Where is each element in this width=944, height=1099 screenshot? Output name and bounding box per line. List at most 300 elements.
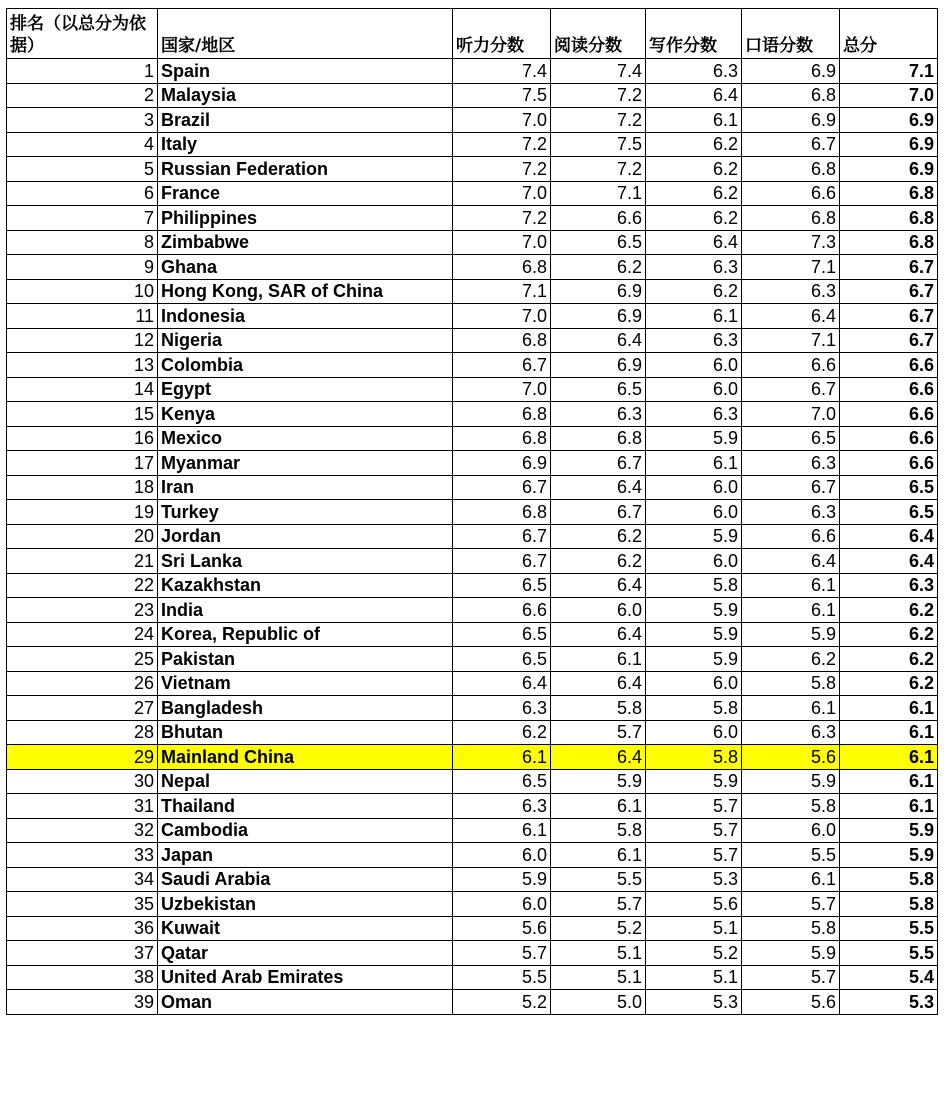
- listening-score-cell: 5.7: [453, 941, 551, 966]
- writing-score-cell: 6.0: [646, 549, 742, 574]
- listening-score-cell: 6.2: [453, 720, 551, 745]
- speaking-score-cell: 5.8: [742, 794, 840, 819]
- total-score-cell: 7.1: [840, 59, 938, 84]
- listening-score-cell: 5.2: [453, 990, 551, 1015]
- reading-score-cell: 6.7: [551, 500, 646, 525]
- total-score-cell: 6.5: [840, 475, 938, 500]
- reading-score-cell: 6.4: [551, 573, 646, 598]
- country-column-header: 国家/地区: [158, 9, 453, 59]
- reading-score-cell: 5.5: [551, 867, 646, 892]
- total-score-cell: 6.6: [840, 402, 938, 427]
- listening-score-cell: 6.8: [453, 402, 551, 427]
- speaking-score-cell: 6.2: [742, 647, 840, 672]
- table-row: [7, 696, 938, 721]
- header-row: [7, 9, 938, 59]
- table-row: [7, 745, 938, 770]
- country-cell: Spain: [158, 59, 453, 84]
- reading-score-cell: 7.5: [551, 132, 646, 157]
- writing-score-cell: 6.3: [646, 59, 742, 84]
- rank-cell: 6: [7, 181, 158, 206]
- reading-score-cell: 5.1: [551, 965, 646, 990]
- listening-score-cell: 6.8: [453, 500, 551, 525]
- total-score-cell: 6.8: [840, 206, 938, 231]
- country-cell: Bhutan: [158, 720, 453, 745]
- total-score-cell: 6.2: [840, 622, 938, 647]
- reading-score-cell: 5.7: [551, 892, 646, 917]
- rank-cell: 4: [7, 132, 158, 157]
- listening-score-cell: 6.5: [453, 573, 551, 598]
- rank-cell: 37: [7, 941, 158, 966]
- listening-score-cell: 6.8: [453, 255, 551, 280]
- total-score-cell: 6.4: [840, 549, 938, 574]
- rank-cell: 21: [7, 549, 158, 574]
- writing-score-cell: 6.1: [646, 108, 742, 133]
- writing-score-cell: 6.0: [646, 671, 742, 696]
- speaking-score-cell: 6.7: [742, 377, 840, 402]
- table-row: [7, 843, 938, 868]
- reading-score-cell: 6.2: [551, 524, 646, 549]
- total-score-cell: 6.9: [840, 108, 938, 133]
- speaking-score-cell: 5.7: [742, 965, 840, 990]
- reading-score-cell: 5.1: [551, 941, 646, 966]
- listening-score-cell: 6.5: [453, 769, 551, 794]
- listening-score-cell: 6.6: [453, 598, 551, 623]
- total-score-cell: 6.6: [840, 377, 938, 402]
- rank-cell: 32: [7, 818, 158, 843]
- listening-score-cell: 6.8: [453, 426, 551, 451]
- writing-score-cell: 5.7: [646, 818, 742, 843]
- writing-score-cell: 6.3: [646, 402, 742, 427]
- table-row: [7, 83, 938, 108]
- total-score-cell: 6.1: [840, 720, 938, 745]
- country-cell: Pakistan: [158, 647, 453, 672]
- table-row: [7, 328, 938, 353]
- speaking-score-cell: 7.0: [742, 402, 840, 427]
- reading-score-cell: 6.4: [551, 475, 646, 500]
- listening-score-cell: 7.0: [453, 304, 551, 329]
- rank-cell: 25: [7, 647, 158, 672]
- table-row: [7, 255, 938, 280]
- total-score-cell: 6.4: [840, 524, 938, 549]
- rank-cell: 30: [7, 769, 158, 794]
- table-row: [7, 402, 938, 427]
- total-score-cell: 6.1: [840, 794, 938, 819]
- reading-score-cell: 6.4: [551, 622, 646, 647]
- writing-score-cell: 6.2: [646, 132, 742, 157]
- listening-score-cell: 6.9: [453, 451, 551, 476]
- country-cell: Turkey: [158, 500, 453, 525]
- country-cell: Saudi Arabia: [158, 867, 453, 892]
- reading-score-cell: 6.7: [551, 451, 646, 476]
- speaking-score-cell: 5.9: [742, 769, 840, 794]
- table-row: [7, 965, 938, 990]
- listening-score-cell: 6.5: [453, 647, 551, 672]
- rank-cell: 1: [7, 59, 158, 84]
- reading-score-cell: 7.2: [551, 83, 646, 108]
- total-score-cell: 6.6: [840, 353, 938, 378]
- listening-score-cell: 6.7: [453, 475, 551, 500]
- rank-cell: 29: [7, 745, 158, 770]
- writing-score-cell: 5.9: [646, 598, 742, 623]
- total-score-cell: 6.8: [840, 181, 938, 206]
- country-cell: Colombia: [158, 353, 453, 378]
- table-row: [7, 108, 938, 133]
- table-row: [7, 304, 938, 329]
- rank-cell: 7: [7, 206, 158, 231]
- rank-cell: 22: [7, 573, 158, 598]
- listening-score-cell: 6.5: [453, 622, 551, 647]
- country-cell: United Arab Emirates: [158, 965, 453, 990]
- speaking-score-cell: 6.6: [742, 181, 840, 206]
- table-row: [7, 720, 938, 745]
- table-row: [7, 647, 938, 672]
- country-cell: Japan: [158, 843, 453, 868]
- total-score-cell: 5.8: [840, 867, 938, 892]
- speaking-score-cell: 6.4: [742, 549, 840, 574]
- rank-cell: 26: [7, 671, 158, 696]
- country-cell: Jordan: [158, 524, 453, 549]
- rank-cell: 9: [7, 255, 158, 280]
- total-score-cell: 5.9: [840, 818, 938, 843]
- speaking-score-cell: 6.0: [742, 818, 840, 843]
- reading-score-cell: 6.2: [551, 549, 646, 574]
- table-row: [7, 279, 938, 304]
- total-score-cell: 6.2: [840, 647, 938, 672]
- listening-score-cell: 5.9: [453, 867, 551, 892]
- writing-score-cell: 5.3: [646, 990, 742, 1015]
- reading-score-cell: 5.9: [551, 769, 646, 794]
- country-cell: Korea, Republic of: [158, 622, 453, 647]
- table-row: [7, 157, 938, 182]
- writing-score-cell: 5.7: [646, 843, 742, 868]
- reading-score-cell: 6.3: [551, 402, 646, 427]
- speaking-score-cell: 6.3: [742, 500, 840, 525]
- reading-score-cell: 6.1: [551, 843, 646, 868]
- rank-cell: 13: [7, 353, 158, 378]
- rank-cell: 11: [7, 304, 158, 329]
- listening-score-cell: 6.4: [453, 671, 551, 696]
- total-score-cell: 6.8: [840, 230, 938, 255]
- listening-score-cell: 6.3: [453, 794, 551, 819]
- speaking-column-header: 口语分数: [742, 9, 840, 59]
- reading-score-cell: 7.2: [551, 157, 646, 182]
- rank-cell: 15: [7, 402, 158, 427]
- writing-score-cell: 5.8: [646, 745, 742, 770]
- country-cell: Thailand: [158, 794, 453, 819]
- rank-cell: 3: [7, 108, 158, 133]
- speaking-score-cell: 5.9: [742, 622, 840, 647]
- total-score-cell: 6.1: [840, 745, 938, 770]
- table-row: [7, 941, 938, 966]
- listening-score-cell: 7.0: [453, 230, 551, 255]
- rank-cell: 19: [7, 500, 158, 525]
- country-cell: Bangladesh: [158, 696, 453, 721]
- reading-score-cell: 7.1: [551, 181, 646, 206]
- country-cell: Philippines: [158, 206, 453, 231]
- table-row: [7, 59, 938, 84]
- country-cell: Qatar: [158, 941, 453, 966]
- country-cell: Malaysia: [158, 83, 453, 108]
- reading-score-cell: 5.8: [551, 818, 646, 843]
- table-row: [7, 622, 938, 647]
- listening-score-cell: 5.6: [453, 916, 551, 941]
- table-row: [7, 181, 938, 206]
- country-cell: Mainland China: [158, 745, 453, 770]
- table-row: [7, 500, 938, 525]
- reading-score-cell: 7.4: [551, 59, 646, 84]
- table-row: [7, 451, 938, 476]
- total-score-cell: 5.8: [840, 892, 938, 917]
- listening-score-cell: 7.2: [453, 157, 551, 182]
- country-cell: Italy: [158, 132, 453, 157]
- country-cell: France: [158, 181, 453, 206]
- speaking-score-cell: 5.7: [742, 892, 840, 917]
- total-score-cell: 6.2: [840, 671, 938, 696]
- writing-score-cell: 6.4: [646, 83, 742, 108]
- total-score-cell: 5.5: [840, 941, 938, 966]
- rank-cell: 18: [7, 475, 158, 500]
- rank-cell: 27: [7, 696, 158, 721]
- table-row: [7, 916, 938, 941]
- reading-score-cell: 6.4: [551, 328, 646, 353]
- speaking-score-cell: 7.3: [742, 230, 840, 255]
- listening-column-header: 听力分数: [453, 9, 551, 59]
- reading-score-cell: 6.1: [551, 647, 646, 672]
- country-cell: Zimbabwe: [158, 230, 453, 255]
- rank-cell: 28: [7, 720, 158, 745]
- writing-score-cell: 6.0: [646, 500, 742, 525]
- speaking-score-cell: 6.8: [742, 206, 840, 231]
- total-score-cell: 5.9: [840, 843, 938, 868]
- total-score-cell: 6.6: [840, 451, 938, 476]
- rank-cell: 17: [7, 451, 158, 476]
- speaking-score-cell: 6.8: [742, 157, 840, 182]
- listening-score-cell: 6.3: [453, 696, 551, 721]
- writing-score-cell: 6.0: [646, 720, 742, 745]
- table-row: [7, 206, 938, 231]
- speaking-score-cell: 6.6: [742, 524, 840, 549]
- speaking-score-cell: 6.1: [742, 573, 840, 598]
- reading-score-cell: 6.5: [551, 230, 646, 255]
- total-score-cell: 6.7: [840, 304, 938, 329]
- table-row: [7, 524, 938, 549]
- speaking-score-cell: 5.6: [742, 990, 840, 1015]
- writing-score-cell: 6.0: [646, 377, 742, 402]
- country-cell: Indonesia: [158, 304, 453, 329]
- listening-score-cell: 6.0: [453, 843, 551, 868]
- writing-score-cell: 5.2: [646, 941, 742, 966]
- reading-column-header: 阅读分数: [551, 9, 646, 59]
- speaking-score-cell: 6.9: [742, 108, 840, 133]
- writing-score-cell: 6.2: [646, 157, 742, 182]
- writing-score-cell: 5.3: [646, 867, 742, 892]
- table-row: [7, 573, 938, 598]
- speaking-score-cell: 7.1: [742, 255, 840, 280]
- listening-score-cell: 6.7: [453, 353, 551, 378]
- table-row: [7, 475, 938, 500]
- total-score-cell: 6.7: [840, 255, 938, 280]
- rank-cell: 16: [7, 426, 158, 451]
- total-score-cell: 6.3: [840, 573, 938, 598]
- country-cell: Vietnam: [158, 671, 453, 696]
- listening-score-cell: 5.5: [453, 965, 551, 990]
- speaking-score-cell: 6.4: [742, 304, 840, 329]
- listening-score-cell: 7.4: [453, 59, 551, 84]
- reading-score-cell: 6.4: [551, 745, 646, 770]
- writing-score-cell: 6.0: [646, 353, 742, 378]
- total-score-cell: 6.1: [840, 696, 938, 721]
- rank-cell: 23: [7, 598, 158, 623]
- total-score-cell: 6.2: [840, 598, 938, 623]
- rank-cell: 24: [7, 622, 158, 647]
- total-score-cell: 7.0: [840, 83, 938, 108]
- table-row: [7, 794, 938, 819]
- table-row: [7, 818, 938, 843]
- country-cell: Russian Federation: [158, 157, 453, 182]
- total-score-cell: 6.6: [840, 426, 938, 451]
- rank-cell: 8: [7, 230, 158, 255]
- rank-cell: 38: [7, 965, 158, 990]
- rank-cell: 20: [7, 524, 158, 549]
- listening-score-cell: 7.5: [453, 83, 551, 108]
- listening-score-cell: 7.0: [453, 181, 551, 206]
- reading-score-cell: 6.5: [551, 377, 646, 402]
- reading-score-cell: 5.8: [551, 696, 646, 721]
- rank-cell: 33: [7, 843, 158, 868]
- score-table: [6, 8, 938, 1015]
- listening-score-cell: 7.0: [453, 108, 551, 133]
- rank-cell: 35: [7, 892, 158, 917]
- total-score-cell: 5.4: [840, 965, 938, 990]
- rank-cell: 34: [7, 867, 158, 892]
- writing-score-cell: 5.8: [646, 696, 742, 721]
- reading-score-cell: 6.9: [551, 279, 646, 304]
- speaking-score-cell: 6.3: [742, 720, 840, 745]
- country-cell: Uzbekistan: [158, 892, 453, 917]
- writing-score-cell: 5.7: [646, 794, 742, 819]
- writing-score-cell: 5.6: [646, 892, 742, 917]
- country-cell: Cambodia: [158, 818, 453, 843]
- country-cell: Kazakhstan: [158, 573, 453, 598]
- writing-score-cell: 5.9: [646, 426, 742, 451]
- listening-score-cell: 6.1: [453, 745, 551, 770]
- speaking-score-cell: 6.9: [742, 59, 840, 84]
- total-score-cell: 6.5: [840, 500, 938, 525]
- reading-score-cell: 6.9: [551, 353, 646, 378]
- table-row: [7, 990, 938, 1015]
- country-cell: Myanmar: [158, 451, 453, 476]
- writing-score-cell: 5.9: [646, 769, 742, 794]
- rank-cell: 2: [7, 83, 158, 108]
- writing-score-cell: 5.1: [646, 916, 742, 941]
- total-column-header: 总分: [840, 9, 938, 59]
- table-row: [7, 377, 938, 402]
- table-row: [7, 671, 938, 696]
- speaking-score-cell: 6.1: [742, 867, 840, 892]
- listening-score-cell: 7.1: [453, 279, 551, 304]
- reading-score-cell: 6.9: [551, 304, 646, 329]
- speaking-score-cell: 6.7: [742, 475, 840, 500]
- total-score-cell: 6.9: [840, 157, 938, 182]
- speaking-score-cell: 6.6: [742, 353, 840, 378]
- reading-score-cell: 5.0: [551, 990, 646, 1015]
- country-cell: Nigeria: [158, 328, 453, 353]
- speaking-score-cell: 6.3: [742, 451, 840, 476]
- country-cell: Mexico: [158, 426, 453, 451]
- reading-score-cell: 6.1: [551, 794, 646, 819]
- writing-score-cell: 6.1: [646, 304, 742, 329]
- reading-score-cell: 7.2: [551, 108, 646, 133]
- total-score-cell: 6.7: [840, 328, 938, 353]
- total-score-cell: 6.1: [840, 769, 938, 794]
- speaking-score-cell: 7.1: [742, 328, 840, 353]
- rank-cell: 39: [7, 990, 158, 1015]
- rank-cell: 10: [7, 279, 158, 304]
- country-cell: Nepal: [158, 769, 453, 794]
- reading-score-cell: 6.4: [551, 671, 646, 696]
- rank-cell: 14: [7, 377, 158, 402]
- listening-score-cell: 7.2: [453, 206, 551, 231]
- table-row: [7, 426, 938, 451]
- reading-score-cell: 5.7: [551, 720, 646, 745]
- country-cell: Egypt: [158, 377, 453, 402]
- table-row: [7, 598, 938, 623]
- total-score-cell: 6.7: [840, 279, 938, 304]
- writing-score-cell: 6.4: [646, 230, 742, 255]
- listening-score-cell: 7.2: [453, 132, 551, 157]
- country-cell: India: [158, 598, 453, 623]
- listening-score-cell: 6.7: [453, 549, 551, 574]
- country-cell: Iran: [158, 475, 453, 500]
- writing-column-header: 写作分数: [646, 9, 742, 59]
- writing-score-cell: 5.9: [646, 622, 742, 647]
- speaking-score-cell: 6.5: [742, 426, 840, 451]
- writing-score-cell: 6.2: [646, 279, 742, 304]
- total-score-cell: 5.3: [840, 990, 938, 1015]
- writing-score-cell: 6.1: [646, 451, 742, 476]
- reading-score-cell: 6.6: [551, 206, 646, 231]
- reading-score-cell: 6.8: [551, 426, 646, 451]
- rank-cell: 31: [7, 794, 158, 819]
- listening-score-cell: 6.8: [453, 328, 551, 353]
- writing-score-cell: 6.3: [646, 328, 742, 353]
- country-cell: Sri Lanka: [158, 549, 453, 574]
- rank-column-header: 排名（以总分为依据）: [7, 9, 158, 59]
- writing-score-cell: 5.9: [646, 647, 742, 672]
- table-row: [7, 769, 938, 794]
- country-cell: Oman: [158, 990, 453, 1015]
- listening-score-cell: 6.0: [453, 892, 551, 917]
- speaking-score-cell: 6.7: [742, 132, 840, 157]
- table-row: [7, 549, 938, 574]
- writing-score-cell: 6.2: [646, 206, 742, 231]
- country-cell: Brazil: [158, 108, 453, 133]
- total-score-cell: 6.9: [840, 132, 938, 157]
- table-row: [7, 230, 938, 255]
- speaking-score-cell: 5.6: [742, 745, 840, 770]
- speaking-score-cell: 5.9: [742, 941, 840, 966]
- writing-score-cell: 5.8: [646, 573, 742, 598]
- writing-score-cell: 6.2: [646, 181, 742, 206]
- table-row: [7, 132, 938, 157]
- total-score-cell: 5.5: [840, 916, 938, 941]
- table-row: [7, 353, 938, 378]
- speaking-score-cell: 5.8: [742, 916, 840, 941]
- speaking-score-cell: 6.3: [742, 279, 840, 304]
- listening-score-cell: 6.7: [453, 524, 551, 549]
- speaking-score-cell: 6.1: [742, 598, 840, 623]
- writing-score-cell: 6.0: [646, 475, 742, 500]
